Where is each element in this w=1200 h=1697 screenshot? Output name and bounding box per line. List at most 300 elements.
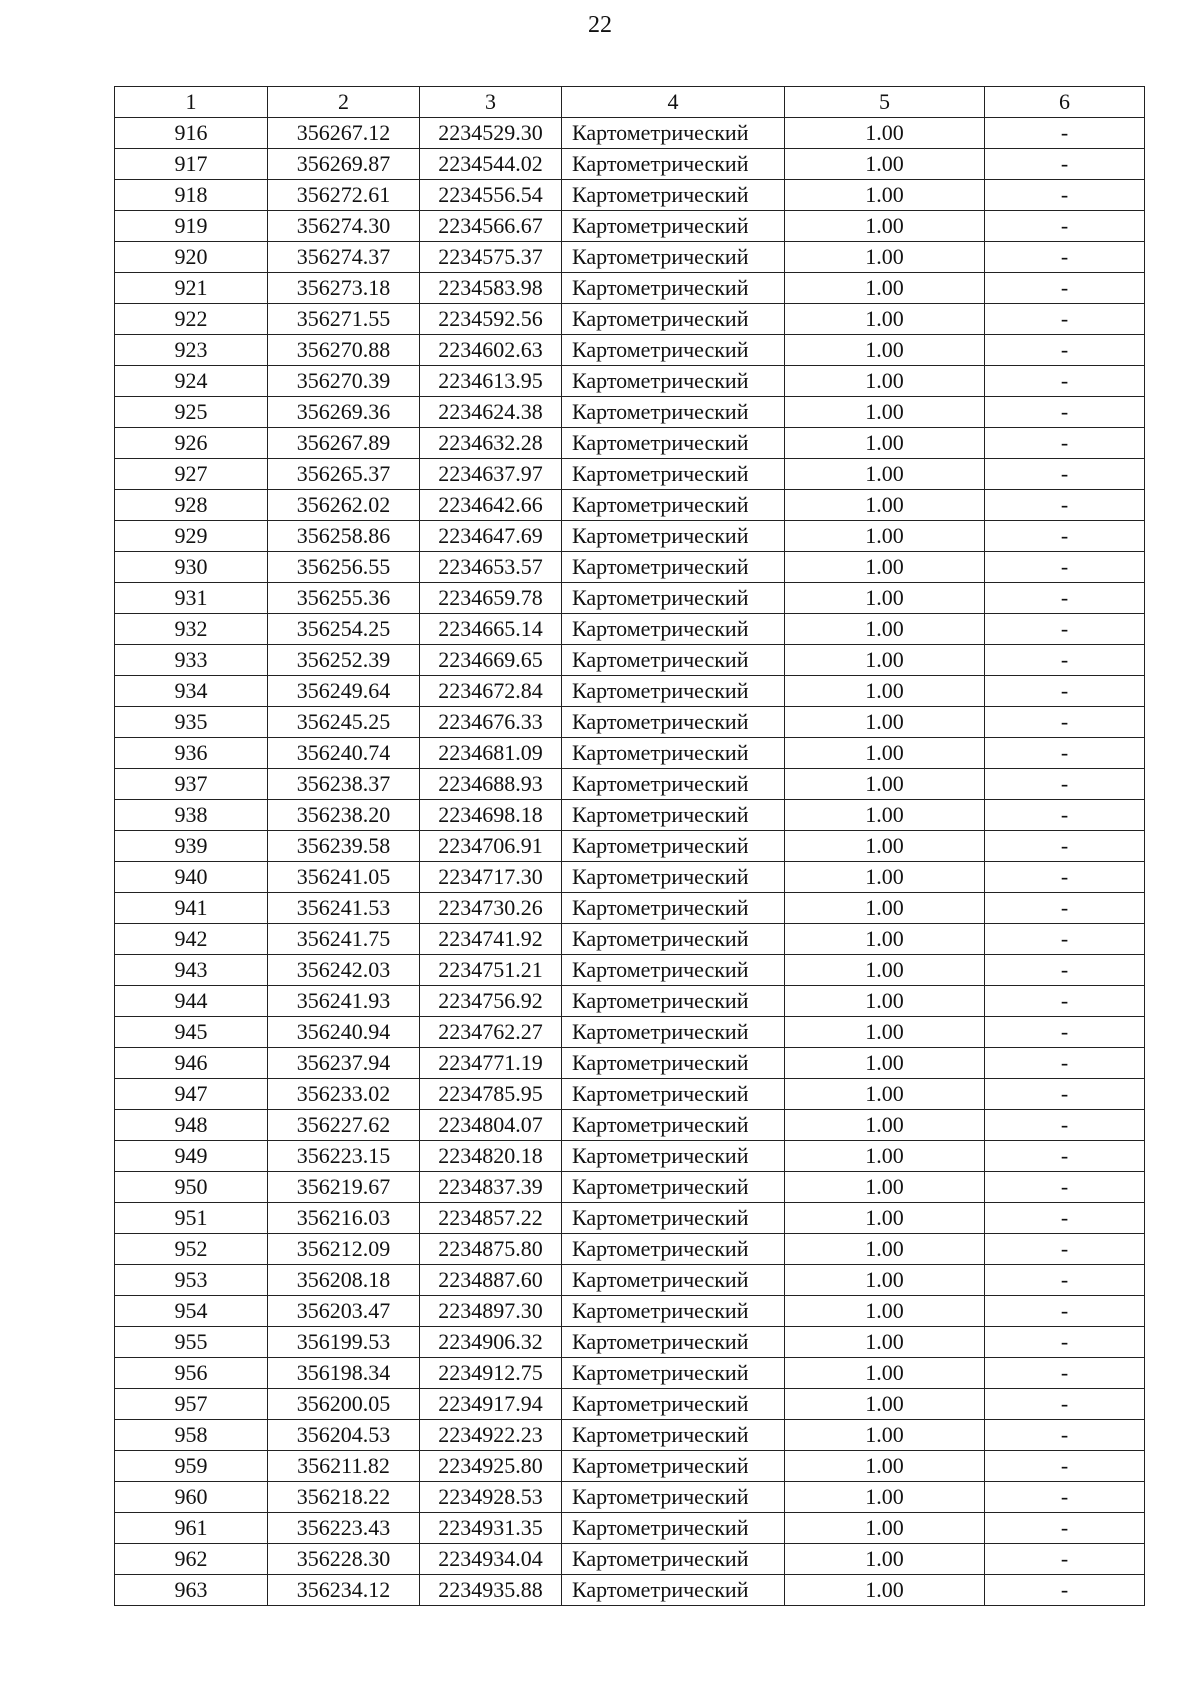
y-coordinate-cell: 2234804.07	[420, 1110, 562, 1141]
method-cell: Картометрический	[562, 1482, 785, 1513]
y-coordinate-cell: 2234575.37	[420, 242, 562, 273]
method-cell: Картометрический	[562, 614, 785, 645]
note-cell: -	[985, 955, 1145, 986]
column-header-3: 3	[420, 87, 562, 118]
accuracy-cell: 1.00	[785, 397, 985, 428]
point-number-cell: 958	[115, 1420, 268, 1451]
accuracy-cell: 1.00	[785, 304, 985, 335]
note-cell: -	[985, 490, 1145, 521]
note-cell: -	[985, 273, 1145, 304]
point-number-cell: 938	[115, 800, 268, 831]
point-number-cell: 945	[115, 1017, 268, 1048]
point-number-cell: 934	[115, 676, 268, 707]
method-cell: Картометрический	[562, 1203, 785, 1234]
accuracy-cell: 1.00	[785, 1513, 985, 1544]
point-number-cell: 963	[115, 1575, 268, 1606]
y-coordinate-cell: 2234529.30	[420, 118, 562, 149]
accuracy-cell: 1.00	[785, 1296, 985, 1327]
table-row	[115, 1265, 1145, 1296]
note-cell: -	[985, 1575, 1145, 1606]
column-header-2: 2	[268, 87, 420, 118]
x-coordinate-cell: 356238.37	[268, 769, 420, 800]
point-number-cell: 925	[115, 397, 268, 428]
x-coordinate-cell: 356274.37	[268, 242, 420, 273]
note-cell: -	[985, 862, 1145, 893]
x-coordinate-cell: 356204.53	[268, 1420, 420, 1451]
point-number-cell: 933	[115, 645, 268, 676]
note-cell: -	[985, 583, 1145, 614]
y-coordinate-cell: 2234771.19	[420, 1048, 562, 1079]
x-coordinate-cell: 356198.34	[268, 1358, 420, 1389]
table-row	[115, 1482, 1145, 1513]
table-row	[115, 397, 1145, 428]
accuracy-cell: 1.00	[785, 366, 985, 397]
point-number-cell: 960	[115, 1482, 268, 1513]
note-cell: -	[985, 831, 1145, 862]
point-number-cell: 943	[115, 955, 268, 986]
table-row	[115, 831, 1145, 862]
table-row	[115, 1358, 1145, 1389]
table-row	[115, 490, 1145, 521]
table-header	[115, 87, 1145, 118]
x-coordinate-cell: 356227.62	[268, 1110, 420, 1141]
point-number-cell: 948	[115, 1110, 268, 1141]
y-coordinate-cell: 2234556.54	[420, 180, 562, 211]
note-cell: -	[985, 769, 1145, 800]
accuracy-cell: 1.00	[785, 459, 985, 490]
y-coordinate-cell: 2234922.23	[420, 1420, 562, 1451]
method-cell: Картометрический	[562, 366, 785, 397]
table-row	[115, 986, 1145, 1017]
table-row	[115, 428, 1145, 459]
note-cell: -	[985, 986, 1145, 1017]
note-cell: -	[985, 1079, 1145, 1110]
x-coordinate-cell: 356274.30	[268, 211, 420, 242]
accuracy-cell: 1.00	[785, 1203, 985, 1234]
method-cell: Картометрический	[562, 1358, 785, 1389]
accuracy-cell: 1.00	[785, 738, 985, 769]
table-row	[115, 211, 1145, 242]
y-coordinate-cell: 2234717.30	[420, 862, 562, 893]
header-row	[115, 87, 1145, 118]
note-cell: -	[985, 428, 1145, 459]
accuracy-cell: 1.00	[785, 273, 985, 304]
y-coordinate-cell: 2234820.18	[420, 1141, 562, 1172]
table-row	[115, 614, 1145, 645]
point-number-cell: 926	[115, 428, 268, 459]
table-row	[115, 273, 1145, 304]
x-coordinate-cell: 356200.05	[268, 1389, 420, 1420]
x-coordinate-cell: 356265.37	[268, 459, 420, 490]
method-cell: Картометрический	[562, 831, 785, 862]
table-row	[115, 1234, 1145, 1265]
x-coordinate-cell: 356223.43	[268, 1513, 420, 1544]
accuracy-cell: 1.00	[785, 1265, 985, 1296]
y-coordinate-cell: 2234934.04	[420, 1544, 562, 1575]
method-cell: Картометрический	[562, 304, 785, 335]
y-coordinate-cell: 2234837.39	[420, 1172, 562, 1203]
y-coordinate-cell: 2234887.60	[420, 1265, 562, 1296]
accuracy-cell: 1.00	[785, 1079, 985, 1110]
y-coordinate-cell: 2234935.88	[420, 1575, 562, 1606]
table-row	[115, 1079, 1145, 1110]
point-number-cell: 939	[115, 831, 268, 862]
y-coordinate-cell: 2234637.97	[420, 459, 562, 490]
note-cell: -	[985, 676, 1145, 707]
accuracy-cell: 1.00	[785, 1482, 985, 1513]
accuracy-cell: 1.00	[785, 521, 985, 552]
point-number-cell: 951	[115, 1203, 268, 1234]
y-coordinate-cell: 2234592.56	[420, 304, 562, 335]
table-row	[115, 955, 1145, 986]
note-cell: -	[985, 118, 1145, 149]
method-cell: Картометрический	[562, 1234, 785, 1265]
method-cell: Картометрический	[562, 397, 785, 428]
x-coordinate-cell: 356241.75	[268, 924, 420, 955]
note-cell: -	[985, 1358, 1145, 1389]
note-cell: -	[985, 1017, 1145, 1048]
y-coordinate-cell: 2234544.02	[420, 149, 562, 180]
column-header-6: 6	[985, 87, 1145, 118]
point-number-cell: 935	[115, 707, 268, 738]
method-cell: Картометрический	[562, 1420, 785, 1451]
method-cell: Картометрический	[562, 1544, 785, 1575]
table-row	[115, 1203, 1145, 1234]
method-cell: Картометрический	[562, 1110, 785, 1141]
accuracy-cell: 1.00	[785, 1172, 985, 1203]
x-coordinate-cell: 356245.25	[268, 707, 420, 738]
table-row	[115, 1141, 1145, 1172]
y-coordinate-cell: 2234906.32	[420, 1327, 562, 1358]
table-row	[115, 459, 1145, 490]
y-coordinate-cell: 2234751.21	[420, 955, 562, 986]
x-coordinate-cell: 356199.53	[268, 1327, 420, 1358]
method-cell: Картометрический	[562, 1079, 785, 1110]
accuracy-cell: 1.00	[785, 676, 985, 707]
method-cell: Картометрический	[562, 1172, 785, 1203]
table-row	[115, 1451, 1145, 1482]
note-cell: -	[985, 1451, 1145, 1482]
table-row	[115, 335, 1145, 366]
accuracy-cell: 1.00	[785, 955, 985, 986]
note-cell: -	[985, 335, 1145, 366]
x-coordinate-cell: 356216.03	[268, 1203, 420, 1234]
x-coordinate-cell: 356271.55	[268, 304, 420, 335]
y-coordinate-cell: 2234928.53	[420, 1482, 562, 1513]
method-cell: Картометрический	[562, 1451, 785, 1482]
x-coordinate-cell: 356233.02	[268, 1079, 420, 1110]
note-cell: -	[985, 1389, 1145, 1420]
method-cell: Картометрический	[562, 583, 785, 614]
x-coordinate-cell: 356238.20	[268, 800, 420, 831]
x-coordinate-cell: 356249.64	[268, 676, 420, 707]
x-coordinate-cell: 356255.36	[268, 583, 420, 614]
accuracy-cell: 1.00	[785, 1358, 985, 1389]
method-cell: Картометрический	[562, 1327, 785, 1358]
note-cell: -	[985, 1265, 1145, 1296]
method-cell: Картометрический	[562, 335, 785, 366]
y-coordinate-cell: 2234931.35	[420, 1513, 562, 1544]
point-number-cell: 952	[115, 1234, 268, 1265]
y-coordinate-cell: 2234632.28	[420, 428, 562, 459]
point-number-cell: 947	[115, 1079, 268, 1110]
table-row	[115, 1544, 1145, 1575]
note-cell: -	[985, 180, 1145, 211]
table-row	[115, 1172, 1145, 1203]
note-cell: -	[985, 707, 1145, 738]
note-cell: -	[985, 1296, 1145, 1327]
method-cell: Картометрический	[562, 149, 785, 180]
method-cell: Картометрический	[562, 1141, 785, 1172]
accuracy-cell: 1.00	[785, 1389, 985, 1420]
table-row	[115, 1017, 1145, 1048]
point-number-cell: 957	[115, 1389, 268, 1420]
note-cell: -	[985, 1234, 1145, 1265]
y-coordinate-cell: 2234857.22	[420, 1203, 562, 1234]
point-number-cell: 927	[115, 459, 268, 490]
method-cell: Картометрический	[562, 893, 785, 924]
method-cell: Картометрический	[562, 1048, 785, 1079]
point-number-cell: 956	[115, 1358, 268, 1389]
table-row	[115, 1420, 1145, 1451]
method-cell: Картометрический	[562, 924, 785, 955]
accuracy-cell: 1.00	[785, 986, 985, 1017]
note-cell: -	[985, 459, 1145, 490]
method-cell: Картометрический	[562, 955, 785, 986]
y-coordinate-cell: 2234647.69	[420, 521, 562, 552]
note-cell: -	[985, 242, 1145, 273]
x-coordinate-cell: 356234.12	[268, 1575, 420, 1606]
y-coordinate-cell: 2234741.92	[420, 924, 562, 955]
table-row	[115, 1389, 1145, 1420]
x-coordinate-cell: 356258.86	[268, 521, 420, 552]
accuracy-cell: 1.00	[785, 769, 985, 800]
point-number-cell: 946	[115, 1048, 268, 1079]
table-row	[115, 1575, 1145, 1606]
point-number-cell: 917	[115, 149, 268, 180]
note-cell: -	[985, 893, 1145, 924]
x-coordinate-cell: 356262.02	[268, 490, 420, 521]
method-cell: Картометрический	[562, 118, 785, 149]
note-cell: -	[985, 1048, 1145, 1079]
table-row	[115, 583, 1145, 614]
note-cell: -	[985, 1110, 1145, 1141]
point-number-cell: 931	[115, 583, 268, 614]
method-cell: Картометрический	[562, 211, 785, 242]
x-coordinate-cell: 356211.82	[268, 1451, 420, 1482]
table-row	[115, 676, 1145, 707]
table-row	[115, 242, 1145, 273]
method-cell: Картометрический	[562, 676, 785, 707]
point-number-cell: 955	[115, 1327, 268, 1358]
x-coordinate-cell: 356270.88	[268, 335, 420, 366]
accuracy-cell: 1.00	[785, 490, 985, 521]
note-cell: -	[985, 1544, 1145, 1575]
point-number-cell: 922	[115, 304, 268, 335]
table-body	[115, 118, 1145, 1606]
point-number-cell: 923	[115, 335, 268, 366]
accuracy-cell: 1.00	[785, 1048, 985, 1079]
point-number-cell: 962	[115, 1544, 268, 1575]
method-cell: Картометрический	[562, 1513, 785, 1544]
y-coordinate-cell: 2234706.91	[420, 831, 562, 862]
note-cell: -	[985, 552, 1145, 583]
table-row	[115, 1296, 1145, 1327]
y-coordinate-cell: 2234566.67	[420, 211, 562, 242]
accuracy-cell: 1.00	[785, 1575, 985, 1606]
note-cell: -	[985, 1482, 1145, 1513]
accuracy-cell: 1.00	[785, 862, 985, 893]
note-cell: -	[985, 366, 1145, 397]
column-header-4: 4	[562, 87, 785, 118]
point-number-cell: 954	[115, 1296, 268, 1327]
y-coordinate-cell: 2234676.33	[420, 707, 562, 738]
method-cell: Картометрический	[562, 273, 785, 304]
method-cell: Картометрический	[562, 428, 785, 459]
x-coordinate-cell: 356203.47	[268, 1296, 420, 1327]
method-cell: Картометрический	[562, 490, 785, 521]
y-coordinate-cell: 2234669.65	[420, 645, 562, 676]
point-number-cell: 919	[115, 211, 268, 242]
x-coordinate-cell: 356239.58	[268, 831, 420, 862]
x-coordinate-cell: 356242.03	[268, 955, 420, 986]
x-coordinate-cell: 356252.39	[268, 645, 420, 676]
table-row	[115, 366, 1145, 397]
method-cell: Картометрический	[562, 645, 785, 676]
method-cell: Картометрический	[562, 459, 785, 490]
y-coordinate-cell: 2234653.57	[420, 552, 562, 583]
method-cell: Картометрический	[562, 707, 785, 738]
note-cell: -	[985, 1141, 1145, 1172]
point-number-cell: 928	[115, 490, 268, 521]
method-cell: Картометрический	[562, 986, 785, 1017]
accuracy-cell: 1.00	[785, 335, 985, 366]
y-coordinate-cell: 2234756.92	[420, 986, 562, 1017]
table-row	[115, 1513, 1145, 1544]
point-number-cell: 929	[115, 521, 268, 552]
accuracy-cell: 1.00	[785, 180, 985, 211]
note-cell: -	[985, 1172, 1145, 1203]
x-coordinate-cell: 356241.05	[268, 862, 420, 893]
column-header-1: 1	[115, 87, 268, 118]
point-number-cell: 932	[115, 614, 268, 645]
y-coordinate-cell: 2234875.80	[420, 1234, 562, 1265]
y-coordinate-cell: 2234613.95	[420, 366, 562, 397]
accuracy-cell: 1.00	[785, 800, 985, 831]
x-coordinate-cell: 356241.93	[268, 986, 420, 1017]
method-cell: Картометрический	[562, 1265, 785, 1296]
accuracy-cell: 1.00	[785, 1141, 985, 1172]
y-coordinate-cell: 2234681.09	[420, 738, 562, 769]
note-cell: -	[985, 924, 1145, 955]
accuracy-cell: 1.00	[785, 583, 985, 614]
point-number-cell: 924	[115, 366, 268, 397]
accuracy-cell: 1.00	[785, 645, 985, 676]
x-coordinate-cell: 356256.55	[268, 552, 420, 583]
accuracy-cell: 1.00	[785, 1544, 985, 1575]
x-coordinate-cell: 356212.09	[268, 1234, 420, 1265]
method-cell: Картометрический	[562, 1017, 785, 1048]
accuracy-cell: 1.00	[785, 211, 985, 242]
accuracy-cell: 1.00	[785, 1451, 985, 1482]
table-row	[115, 521, 1145, 552]
table-row	[115, 862, 1145, 893]
accuracy-cell: 1.00	[785, 149, 985, 180]
accuracy-cell: 1.00	[785, 118, 985, 149]
method-cell: Картометрический	[562, 1389, 785, 1420]
method-cell: Картометрический	[562, 521, 785, 552]
method-cell: Картометрический	[562, 738, 785, 769]
note-cell: -	[985, 1203, 1145, 1234]
y-coordinate-cell: 2234672.84	[420, 676, 562, 707]
point-number-cell: 921	[115, 273, 268, 304]
table-row	[115, 707, 1145, 738]
accuracy-cell: 1.00	[785, 924, 985, 955]
x-coordinate-cell: 356267.12	[268, 118, 420, 149]
table-row	[115, 118, 1145, 149]
note-cell: -	[985, 521, 1145, 552]
table-row	[115, 180, 1145, 211]
method-cell: Картометрический	[562, 1575, 785, 1606]
y-coordinate-cell: 2234698.18	[420, 800, 562, 831]
note-cell: -	[985, 149, 1145, 180]
accuracy-cell: 1.00	[785, 831, 985, 862]
coordinates-table	[114, 86, 1145, 1606]
accuracy-cell: 1.00	[785, 1110, 985, 1141]
page-number: 22	[588, 12, 612, 38]
accuracy-cell: 1.00	[785, 893, 985, 924]
accuracy-cell: 1.00	[785, 242, 985, 273]
point-number-cell: 944	[115, 986, 268, 1017]
table-row	[115, 552, 1145, 583]
note-cell: -	[985, 645, 1145, 676]
x-coordinate-cell: 356254.25	[268, 614, 420, 645]
x-coordinate-cell: 356228.30	[268, 1544, 420, 1575]
method-cell: Картометрический	[562, 242, 785, 273]
table-row	[115, 149, 1145, 180]
x-coordinate-cell: 356270.39	[268, 366, 420, 397]
y-coordinate-cell: 2234642.66	[420, 490, 562, 521]
note-cell: -	[985, 397, 1145, 428]
point-number-cell: 936	[115, 738, 268, 769]
y-coordinate-cell: 2234762.27	[420, 1017, 562, 1048]
note-cell: -	[985, 1327, 1145, 1358]
method-cell: Картометрический	[562, 862, 785, 893]
column-header-5: 5	[785, 87, 985, 118]
point-number-cell: 918	[115, 180, 268, 211]
x-coordinate-cell: 356218.22	[268, 1482, 420, 1513]
x-coordinate-cell: 356269.36	[268, 397, 420, 428]
y-coordinate-cell: 2234624.38	[420, 397, 562, 428]
y-coordinate-cell: 2234897.30	[420, 1296, 562, 1327]
y-coordinate-cell: 2234917.94	[420, 1389, 562, 1420]
accuracy-cell: 1.00	[785, 707, 985, 738]
method-cell: Картометрический	[562, 552, 785, 583]
method-cell: Картометрический	[562, 180, 785, 211]
method-cell: Картометрический	[562, 1296, 785, 1327]
point-number-cell: 961	[115, 1513, 268, 1544]
x-coordinate-cell: 356237.94	[268, 1048, 420, 1079]
accuracy-cell: 1.00	[785, 1234, 985, 1265]
table-row	[115, 800, 1145, 831]
table-row	[115, 769, 1145, 800]
point-number-cell: 920	[115, 242, 268, 273]
x-coordinate-cell: 356219.67	[268, 1172, 420, 1203]
accuracy-cell: 1.00	[785, 1017, 985, 1048]
point-number-cell: 953	[115, 1265, 268, 1296]
x-coordinate-cell: 356208.18	[268, 1265, 420, 1296]
accuracy-cell: 1.00	[785, 1327, 985, 1358]
